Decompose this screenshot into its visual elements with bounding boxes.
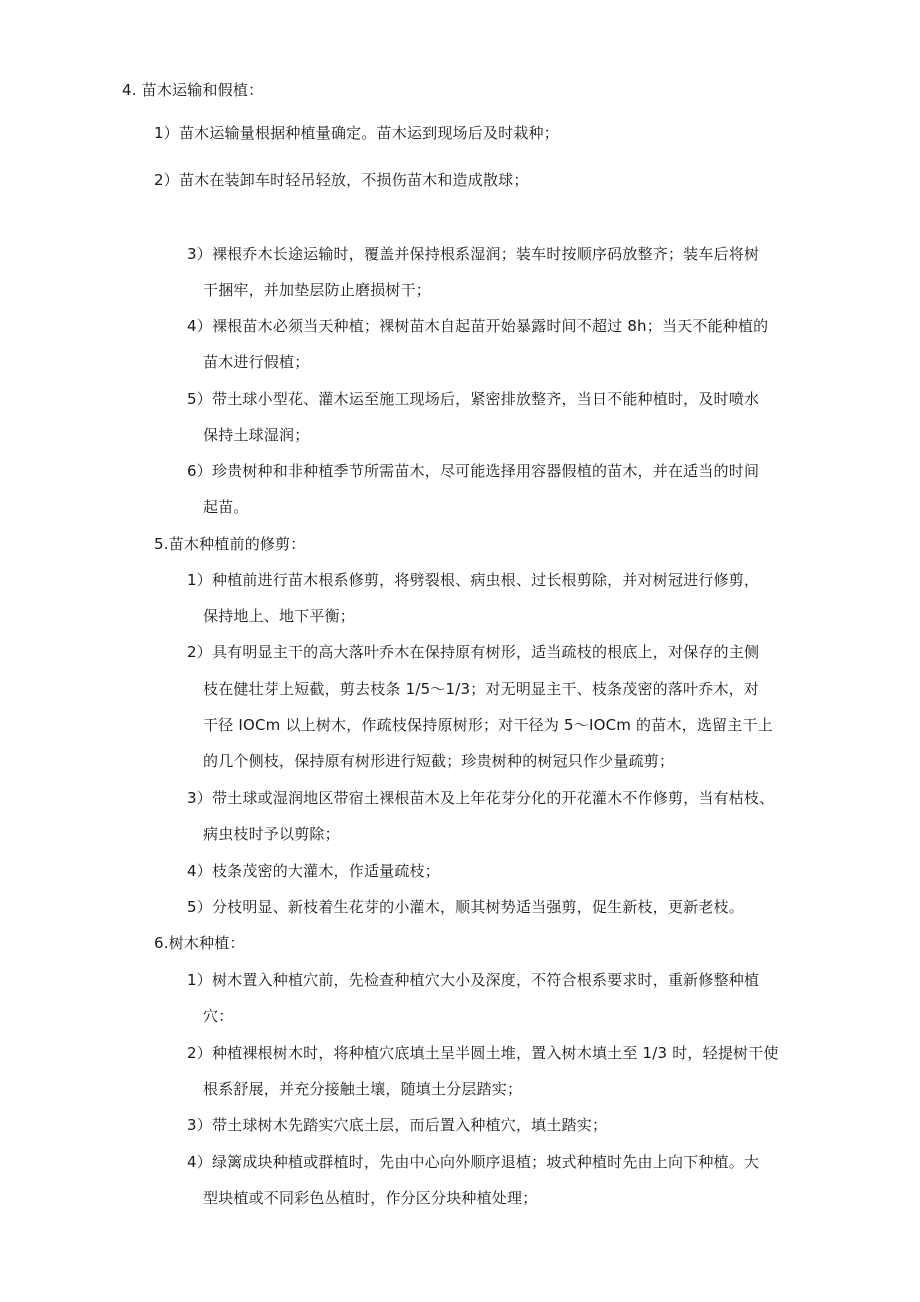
section-5-item-5: 5）分枝明显、新枝着生花芽的小灌木，顺其树势适当强剪，促生新枝，更新老枝。 (187, 898, 744, 916)
section-4-heading: 4. 苗木运输和假植： (122, 81, 264, 99)
section-4-item-4-cont: 苗木进行假植； (203, 353, 310, 371)
section-4-item-1: 1）苗木运输量根据种植量确定。苗木运到现场后及时栽种； (154, 124, 559, 142)
section-5-item-2-cont-1: 枝在健壮芽上短截，剪去枝条 1/5～1/3；对无明显主干、枝条茂密的落叶乔木，对 (203, 680, 760, 698)
section-4-item-4: 4）裸根苗木必须当天种植；裸树苗木自起苗开始暴露时间不超过 8h；当天不能种植的 (187, 317, 769, 335)
section-4-item-6: 6）珍贵树种和非种植季节所需苗木，尽可能选择用容器假植的苗木，并在适当的时间 (187, 462, 760, 480)
section-4-item-3: 3）裸根乔木长途运输时，覆盖并保持根系湿润；装车时按顺序码放整齐；装车后将树 (187, 245, 760, 263)
section-4-item-5: 5）带土球小型花、灌木运至施工现场后，紧密排放整齐，当日不能种植时，及时喷水 (187, 390, 760, 408)
section-6-item-2-cont: 根系舒展，并充分接触土壤，随填土分层踏实； (203, 1080, 523, 1098)
section-4-item-3-cont: 干捆牢，并加垫层防止磨损树干； (203, 281, 432, 299)
section-5-item-3: 3）带土球或湿润地区带宿土裸根苗木及上年花芽分化的开花灌木不作修剪，当有枯枝、 (187, 789, 775, 807)
section-5-item-2-cont-3: 的几个侧枝，保持原有树形进行短截；珍贵树种的树冠只作少量疏剪； (203, 752, 675, 770)
section-4-item-5-cont: 保持土球湿润； (203, 426, 310, 444)
section-6-heading: 6.树木种植： (154, 934, 245, 952)
section-6-item-1: 1）树木置入种植穴前，先检查种植穴大小及深度，不符合根系要求时，重新修整种植 (187, 971, 760, 989)
section-6-item-3: 3）带土球树木先踏实穴底土层，而后置入种植穴，填土踏实； (187, 1116, 608, 1134)
section-4-item-2: 2）苗木在装卸车时轻吊轻放，不损伤苗木和造成散球； (154, 171, 529, 189)
section-5-item-3-cont: 病虫枝时予以剪除； (203, 825, 340, 843)
section-6-item-2: 2）种植裸根树木时，将种植穴底填土呈半圆土堆，置入树木填土至 1/3 时，轻提树干使 (187, 1044, 779, 1062)
section-5-item-2: 2）具有明显主干的高大落叶乔木在保持原有树形，适当疏枝的根底上，对保存的主侧 (187, 643, 760, 661)
section-5-item-4: 4）枝条茂密的大灌木，作适量疏枝； (187, 862, 440, 880)
section-5-item-1-cont: 保持地上、地下平衡； (203, 607, 356, 625)
section-6-item-4: 4）绿篱成块种植或群植时，先由中心向外顺序退植；坡式种植时先由上向下种植。大 (187, 1153, 760, 1171)
section-6-item-1-cont: 穴： (203, 1007, 234, 1025)
section-5-item-2-cont-2: 干径 IOCm 以上树木，作疏枝保持原树形；对干径为 5～IOCm 的苗木，选留主干上 (203, 716, 773, 734)
section-5-item-1: 1）种植前进行苗木根系修剪，将劈裂根、病虫根、过长根剪除，并对树冠进行修剪， (187, 571, 760, 589)
section-6-item-4-cont: 型块植或不同彩色丛植时，作分区分块种植处理； (203, 1189, 538, 1207)
section-4-item-6-cont: 起苗。 (203, 498, 249, 516)
section-5-heading: 5.苗木种植前的修剪： (154, 535, 306, 553)
